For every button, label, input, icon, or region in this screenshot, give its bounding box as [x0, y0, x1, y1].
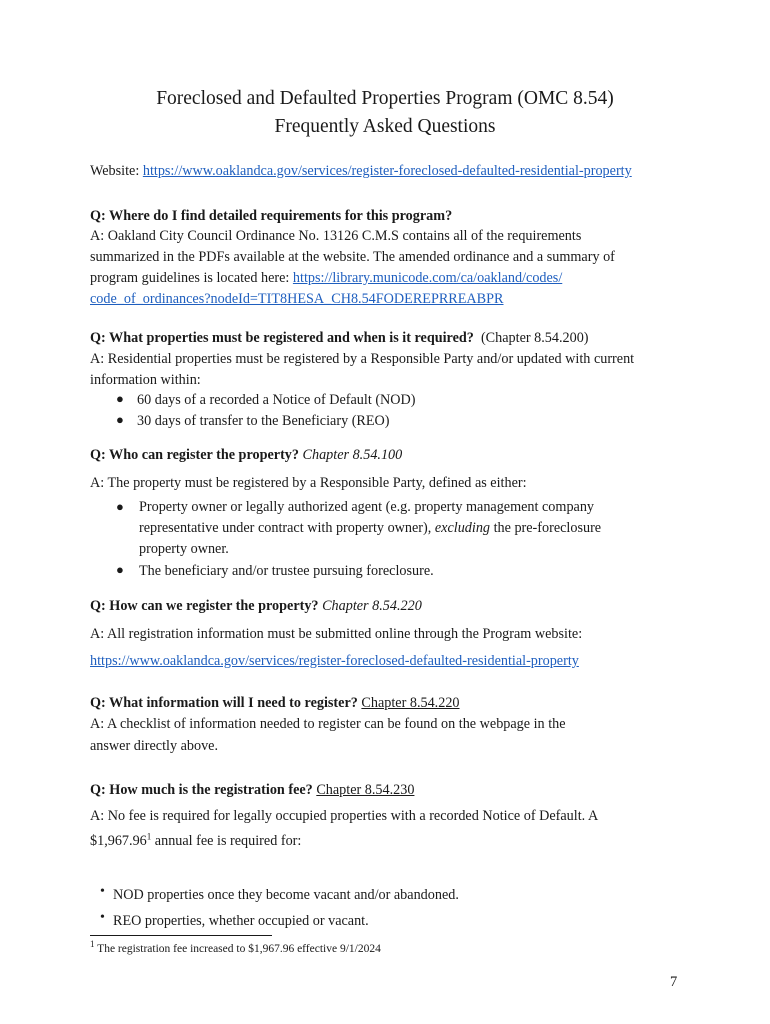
answer-6-rest: annual fee is required for:: [151, 833, 302, 849]
page-number: 7: [670, 974, 678, 990]
question-5-text: Q: What information will I need to register?: [90, 695, 358, 711]
question-3-chapter: Chapter 8.54.100: [302, 447, 403, 463]
registration-link[interactable]: https://www.oaklandca.gov/services/register-foreclosed-defaulted-residential-property: [90, 653, 579, 669]
question-5: [90, 693, 460, 714]
answer-2-bullet-2: 30 days of transfer to the Beneficiary (REO): [137, 413, 390, 429]
question-6-text: Q: How much is the registration fee?: [90, 782, 313, 798]
answer-1-line-3: [90, 268, 562, 289]
bullet-icon: •: [100, 884, 105, 899]
question-4-text: Q: How can we register the property?: [90, 598, 319, 614]
answer-6-bullet-2: REO properties, whether occupied or vacant.: [113, 913, 369, 929]
bullet-icon: ●: [116, 499, 124, 514]
question-4: [90, 596, 422, 617]
bullet-icon: ●: [116, 562, 124, 577]
answer-3-emphasis: excluding: [434, 520, 491, 536]
answer-5-line-2: answer directly above.: [90, 738, 219, 754]
bullet-icon: •: [100, 910, 105, 925]
question-3: [90, 445, 402, 466]
question-2: [90, 328, 589, 349]
footnote-text: The registration fee increased to $1,967.96 effective 9/1/2024: [94, 943, 381, 955]
footnote-ref: 1: [146, 831, 152, 842]
answer-4: A: All registration information must be submitted online through the Program website:: [90, 626, 583, 642]
answer-3-bullet-2: The beneficiary and/or trustee pursuing foreclosure.: [139, 563, 434, 579]
municode-link[interactable]: https://library.municode.com/ca/oakland/codes/: [292, 270, 563, 286]
question-6: [90, 780, 414, 801]
website-label: Website:: [90, 163, 143, 179]
answer-5-line-1: A: A checklist of information needed to register can be found on the webpage in the: [90, 716, 566, 732]
answer-3-text-pre: representative under contract with property owner),: [139, 520, 435, 536]
answer-6-line-1: A: No fee is required for legally occupied properties with a recorded Notice of Default. A: [90, 808, 599, 824]
question-6-chapter: Chapter 8.54.230: [316, 782, 415, 798]
answer-3-bullet-1-line-2: [139, 518, 601, 539]
footnote: [90, 939, 381, 955]
answer-2-line-1: A: Residential properties must be registered by a Responsible Party and/or updated with current: [90, 351, 635, 367]
answer-3-text-post: the pre-foreclosure: [490, 520, 602, 536]
page-title: Foreclosed and Defaulted Properties Program (OMC 8.54): [156, 88, 614, 109]
bullet-icon: ●: [116, 412, 124, 427]
footnote-divider: [90, 935, 272, 936]
answer-1-text: program guidelines is located here:: [90, 270, 293, 286]
municode-link-continued[interactable]: code_of_ordinances?nodeId=TIT8HESA_CH8.54FODEREPRREABPR: [90, 291, 504, 307]
question-1: Q: Where do I find detailed requirements for this program?: [90, 208, 453, 224]
question-2-chapter: (Chapter 8.54.200): [480, 330, 589, 346]
answer-3: A: The property must be registered by a Responsible Party, defined as either:: [90, 475, 527, 491]
website-link[interactable]: https://www.oaklandca.gov/services/register-foreclosed-defaulted-residential-property: [142, 163, 632, 179]
answer-2-bullet-1: 60 days of a recorded a Notice of Default (NOD): [137, 392, 416, 408]
question-3-text: Q: Who can register the property?: [90, 447, 299, 463]
website-line: [90, 161, 632, 182]
footnote-mark: 1: [90, 939, 95, 950]
answer-1-line-2: summarized in the PDFs available at the website. The amended ordinance and a summary of: [90, 249, 615, 265]
bullet-icon: ●: [116, 391, 124, 406]
answer-3-bullet-1-line-1: Property owner or legally authorized agent (e.g. property management company: [139, 499, 595, 515]
question-4-chapter: Chapter 8.54.220: [322, 598, 422, 614]
answer-6-bullet-1: NOD properties once they become vacant and/or abandoned.: [113, 887, 459, 903]
question-2-text: Q: What properties must be registered and when is it required?: [90, 330, 474, 346]
answer-2-line-2: information within:: [90, 372, 201, 388]
answer-6-line-2: [90, 831, 301, 852]
page-subtitle: Frequently Asked Questions: [274, 116, 496, 137]
answer-3-bullet-1-line-3: property owner.: [139, 541, 229, 557]
fee-amount: $1,967.96: [90, 833, 147, 849]
answer-1-line-1: A: Oakland City Council Ordinance No. 13126 C.M.S contains all of the requirements: [90, 228, 582, 244]
question-5-chapter: Chapter 8.54.220: [361, 695, 460, 711]
